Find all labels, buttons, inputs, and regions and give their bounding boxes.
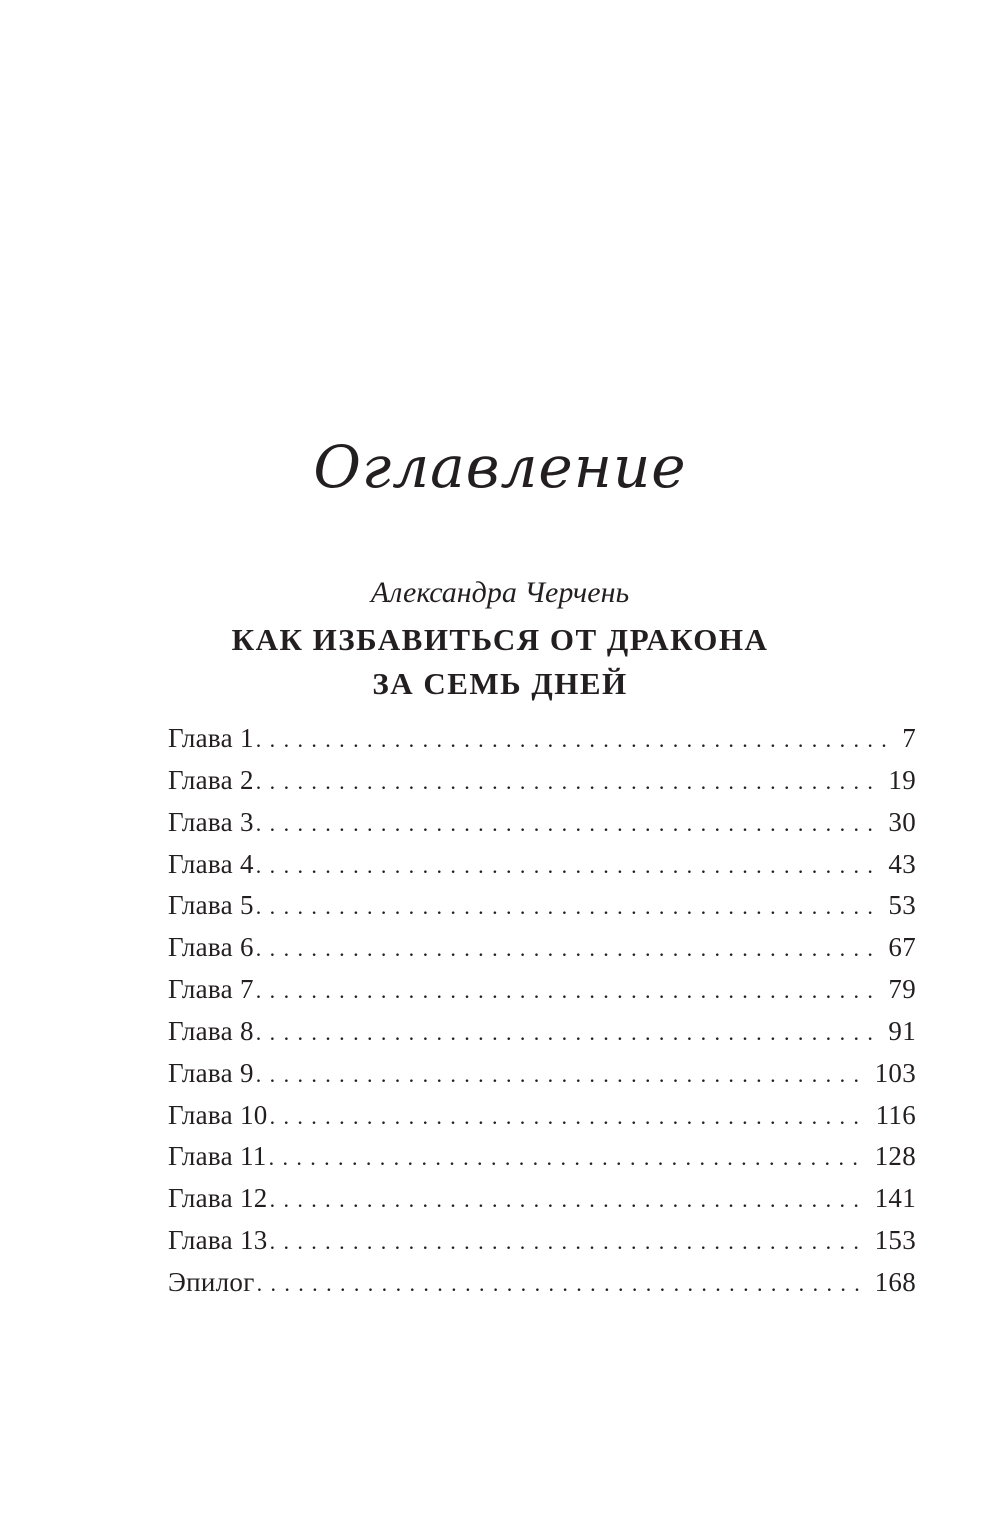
toc-entry-label: Эпилог bbox=[168, 1266, 255, 1297]
toc-leader-dots bbox=[257, 1266, 867, 1302]
toc-leader-dots bbox=[256, 973, 881, 1009]
toc-entry[interactable] bbox=[168, 1180, 916, 1222]
toc-entry-label: Глава 3 bbox=[168, 806, 254, 837]
toc-leader-dots bbox=[256, 764, 881, 800]
toc-entry-page: 141 bbox=[874, 1183, 916, 1214]
toc-entry-label: Глава 11 bbox=[168, 1141, 267, 1172]
toc-entry-label: Глава 4 bbox=[168, 848, 254, 879]
toc-entry-label: Глава 7 bbox=[168, 974, 254, 1005]
toc-entry[interactable] bbox=[168, 720, 916, 762]
toc-entry[interactable] bbox=[168, 1097, 916, 1139]
toc-entry-page: 153 bbox=[874, 1225, 916, 1256]
toc-entry[interactable] bbox=[168, 1138, 916, 1180]
toc-entry[interactable] bbox=[168, 762, 916, 804]
toc-entry-label: Глава 9 bbox=[168, 1057, 254, 1088]
toc-entry[interactable] bbox=[168, 887, 916, 929]
toc-entry-page: 53 bbox=[888, 890, 916, 921]
toc-entry-page: 116 bbox=[875, 1099, 916, 1130]
toc-leader-dots bbox=[270, 1224, 867, 1260]
toc-entry-label: Глава 6 bbox=[168, 932, 254, 963]
toc-entry-page: 19 bbox=[888, 764, 916, 795]
toc-entry[interactable] bbox=[168, 1264, 916, 1306]
toc-leader-dots bbox=[270, 1182, 867, 1218]
toc-leader-dots bbox=[256, 931, 881, 967]
toc-leader-dots bbox=[256, 806, 881, 842]
toc-entry-label: Глава 5 bbox=[168, 890, 254, 921]
toc-entry[interactable] bbox=[168, 929, 916, 971]
toc-leader-dots bbox=[256, 722, 894, 758]
toc-entry-label: Глава 1 bbox=[168, 723, 254, 753]
toc-entry[interactable] bbox=[168, 971, 916, 1013]
toc-leader-dots bbox=[256, 1015, 881, 1051]
toc-entry-label: Глава 12 bbox=[168, 1183, 268, 1214]
toc-entry-label: Глава 10 bbox=[168, 1099, 268, 1130]
book-title-line-1: КАК ИЗБАВИТЬСЯ ОТ ДРАКОНА bbox=[231, 622, 769, 657]
toc-leader-dots bbox=[269, 1140, 867, 1176]
toc-entry-page: 128 bbox=[874, 1141, 916, 1172]
toc-leader-dots bbox=[256, 1057, 867, 1093]
toc-entry-page: 7 bbox=[902, 723, 916, 753]
table-of-contents bbox=[168, 720, 916, 1306]
toc-entry-label: Глава 13 bbox=[168, 1225, 268, 1256]
book-title bbox=[0, 618, 1000, 706]
toc-entry[interactable] bbox=[168, 1013, 916, 1055]
toc-leader-dots bbox=[256, 889, 881, 925]
toc-leader-dots bbox=[256, 848, 881, 884]
toc-entry-label: Глава 2 bbox=[168, 764, 254, 795]
toc-entry-page: 79 bbox=[888, 974, 916, 1005]
page-title: Оглавление bbox=[313, 433, 687, 501]
book-title-line-2: ЗА СЕМЬ ДНЕЙ bbox=[372, 666, 628, 701]
toc-entry-page: 43 bbox=[888, 848, 916, 879]
toc-leader-dots bbox=[270, 1099, 868, 1135]
toc-entry[interactable] bbox=[168, 1055, 916, 1097]
toc-entry-page: 103 bbox=[874, 1057, 916, 1088]
toc-entry-page: 91 bbox=[888, 1015, 916, 1046]
toc-entry[interactable] bbox=[168, 846, 916, 888]
author-name: Александра Черчень bbox=[370, 576, 630, 609]
toc-entry[interactable] bbox=[168, 804, 916, 846]
toc-entry-page: 67 bbox=[888, 932, 916, 963]
toc-entry-label: Глава 8 bbox=[168, 1015, 254, 1046]
toc-entry-page: 30 bbox=[888, 806, 916, 837]
toc-entry[interactable] bbox=[168, 1222, 916, 1264]
toc-entry-page: 168 bbox=[874, 1266, 916, 1297]
